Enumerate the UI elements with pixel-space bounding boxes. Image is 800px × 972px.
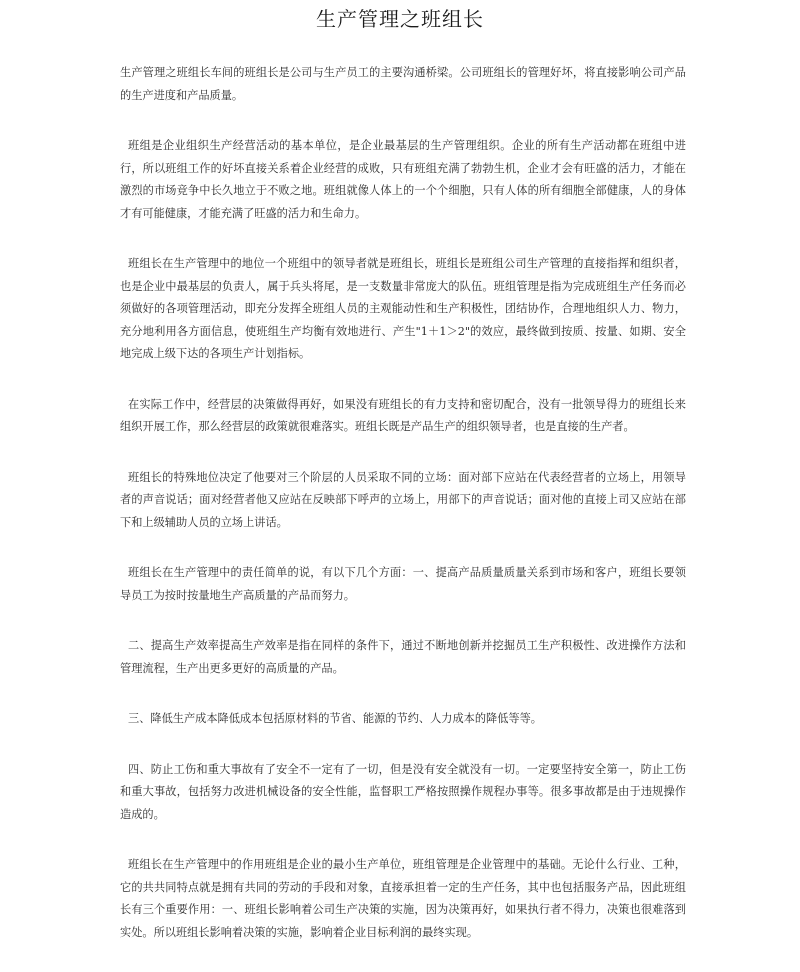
paragraph-cost: 三、降低生产成本降低成本包括原材料的节省、能源的节约、人力成本的降低等等。	[128, 712, 542, 725]
paragraph-practice: 在实际工作中，经营层的决策做得再好，如果没有班组长的有力支持和密切配合，没有一批领导得力的班组长来组织开展工作，那么经营层的政策就很难落实。班组长既是产品生产的组织领导者，也是直接的生产者。	[120, 397, 686, 433]
paragraph-special-position: 班组长的特殊地位决定了他要对三个阶层的人员采取不同的立场：面对部下应站在代表经营者的立场上，用领导者的声音说话；面对经营者他又应站在反映部下呼声的立场上，用部下的声音说话；面对他的直接上司又应站在部下和上级辅助人员的立场上讲话。	[120, 470, 686, 529]
paragraph-intro: 生产管理之班组长车间的班组长是公司与生产员工的主要沟通桥梁。公司班组长的管理好坏，将直接影响公司产品的生产进度和产品质量。	[120, 66, 686, 102]
paragraph-safety: 四、防止工伤和重大事故有了安全不一定有了一切，但是没有安全就没有一切。一定要坚持安全第一，防止工伤和重大事故，包括努力改进机械设备的安全性能，监督职工严格按照操作规程办事等。很多事故都是由于违规操作造成的。	[120, 762, 686, 821]
paragraph-role: 班组长在生产管理中的作用班组是企业的最小生产单位，班组管理是企业管理中的基础。无论什么行业、工种，它的共共同特点就是拥有共同的劳动的手段和对象，直接承担着一定的生产任务，其中也包括服务产品，因此班组长有三个重要作用：一、班组长影响着公司生产决策的实施，因为决策再好，如果执行者不得力，决策也很难落到实处。所以班组长影响着决策的实施，影响着企业目标利润的最终实现。	[120, 858, 686, 939]
document-title: 生产管理之班组长	[316, 7, 484, 31]
paragraph-team-unit: 班组是企业组织生产经营活动的基本单位，是企业最基层的生产管理组织。企业的所有生产活动都在班组中进行，所以班组工作的好坏直接关系着企业经营的成败，只有班组充满了勃勃生机，企业才会有旺盛的活力，才能在激烈的市场竞争中长久地立于不败之地。班组就像人体上的一个个细胞，只有人体的所有细胞全部健康，人的身体才有可能健康，才能充满了旺盛的活力和生命力。	[120, 139, 686, 220]
document-body	[120, 62, 686, 972]
paragraph-leader-position: 班组长在生产管理中的地位一个班组中的领导者就是班组长，班组长是班组公司生产管理的直接指挥和组织者，也是企业中最基层的负责人，属于兵头将尾，是一支数量非常庞大的队伍。班组管理是指为完成班组生产任务而必须做好的各项管理活动，即充分发挥全班组人员的主观能动性和生产积极性，团结协作，合理地组织人力、物力，充分地利用各方面信息，使班组生产均衡有效地进行、产生"1＋1＞2"的效应，最终做到按质、按量、如期、安全地完成上级下达的各项生产计划指标。	[120, 257, 686, 360]
paragraph-efficiency: 二、提高生产效率提高生产效率是指在同样的条件下，通过不断地创新并挖掘员工生产积极性、改进操作方法和管理流程，生产出更多更好的高质量的产品。	[120, 639, 686, 675]
paragraph-responsibility-quality: 班组长在生产管理中的责任简单的说，有以下几个方面：一、提高产品质量质量关系到市场和客户，班组长要领导员工为按时按量地生产高质量的产品而努力。	[120, 566, 686, 602]
